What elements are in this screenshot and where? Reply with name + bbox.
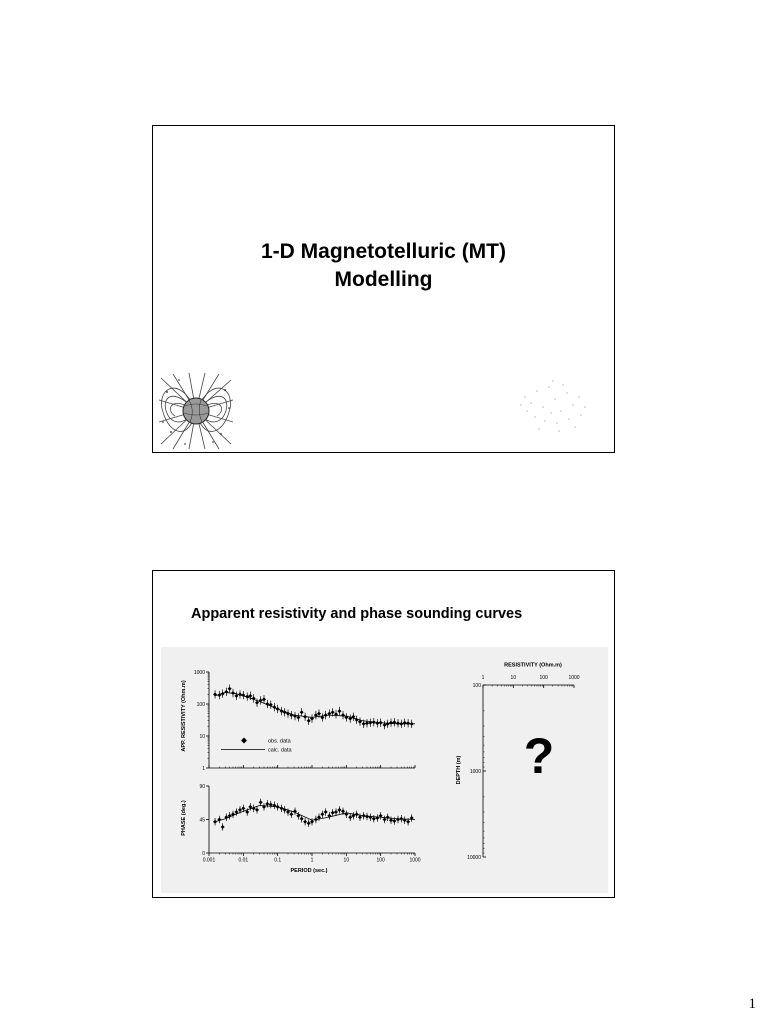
phase-obs-point <box>303 820 307 824</box>
legend-calc-label: calc. data <box>268 747 292 754</box>
phase-obs-point <box>238 808 242 812</box>
phase-obs-point <box>320 812 324 816</box>
chart-legend <box>221 738 292 754</box>
resistivity-obs-point <box>410 722 414 726</box>
resistivity-obs-point <box>362 722 366 726</box>
resistivity-obs-point <box>337 709 341 713</box>
phase-obs-point <box>241 806 245 810</box>
resistivity-calc-curve <box>215 692 415 723</box>
phase-obs-point <box>300 817 304 821</box>
resistivity-y-tick-label: 100 <box>196 701 205 708</box>
phase-obs-point <box>386 815 390 819</box>
phase-obs-point <box>289 812 293 816</box>
model-y-tick-label: 1000 <box>469 768 481 775</box>
resistivity-obs-point <box>231 691 235 695</box>
model-x-tick-label: 10 <box>510 675 517 681</box>
resistivity-obs-point <box>238 692 242 696</box>
phase-obs-point <box>389 818 393 822</box>
resistivity-obs-point <box>224 690 228 694</box>
period-x-tick-label: 1 <box>310 857 314 864</box>
phase-obs-point <box>265 802 269 806</box>
resistivity-obs-point <box>303 715 307 719</box>
resistivity-depth-model-chart <box>456 663 580 861</box>
legend-obs-label: obs. data <box>268 738 291 745</box>
phase-axis-label: PHASE (deg.) <box>181 800 187 836</box>
phase-obs-point <box>259 800 263 804</box>
magnetic-field-globe-image <box>159 372 233 450</box>
phase-obs-point <box>406 820 410 824</box>
phase-obs-point <box>307 821 311 825</box>
resistivity-obs-point <box>276 707 280 711</box>
phase-obs-point <box>337 808 341 812</box>
resistivity-axis-label: APP. RESISTIVITY (Ohm.m) <box>181 680 187 752</box>
phase-obs-point <box>255 808 259 812</box>
resistivity-y-tick-label: 10 <box>199 733 205 740</box>
resistivity-obs-point <box>300 710 304 714</box>
sounding-curves-slide <box>152 570 615 898</box>
period-axis-label: PERIOD (sec.) <box>290 868 328 874</box>
period-x-tick-label: 0.1 <box>274 857 282 864</box>
phase-obs-point <box>331 811 335 815</box>
page-number: 1 <box>748 996 756 1012</box>
model-resistivity-axis-label: RESISTIVITY (Ohm.m) <box>504 662 562 669</box>
phase-obs-point <box>399 817 403 821</box>
phase-obs-point <box>314 818 318 822</box>
phase-obs-point <box>221 825 225 829</box>
phase-obs-point <box>362 814 366 818</box>
sounding-figure <box>161 647 608 893</box>
apparent-resistivity-chart <box>181 670 415 772</box>
phase-obs-point <box>334 810 338 814</box>
phase-obs-point <box>372 817 376 821</box>
resistivity-obs-point <box>307 719 311 723</box>
phase-chart <box>181 784 421 874</box>
period-x-tick-label: 0.01 <box>238 857 249 864</box>
phase-obs-point <box>341 809 345 813</box>
resistivity-obs-point <box>406 721 410 725</box>
phase-y-tick-label: 45 <box>199 817 205 824</box>
resistivity-obs-point <box>269 703 273 707</box>
resistivity-obs-point <box>379 721 383 725</box>
title-slide <box>152 125 615 453</box>
resistivity-obs-point <box>372 720 376 724</box>
phase-obs-point <box>355 812 359 816</box>
figure-panel <box>161 647 608 893</box>
phase-y-tick-label: 0 <box>202 850 205 857</box>
resistivity-obs-point <box>228 687 232 691</box>
period-x-tick-label: 10 <box>343 857 350 864</box>
period-x-tick-label: 1000 <box>409 857 421 864</box>
phase-obs-point <box>392 819 396 823</box>
model-x-tick-label: 1000 <box>568 675 580 681</box>
resistivity-obs-point <box>399 722 403 726</box>
phase-obs-point <box>368 815 372 819</box>
period-x-tick-label: 100 <box>376 857 385 864</box>
faint-speckle-graphic <box>515 377 590 437</box>
resistivity-obs-point <box>331 710 335 714</box>
phase-obs-point <box>276 805 280 809</box>
resistivity-obs-point <box>389 721 393 725</box>
slide-title: Apparent resistivity and phase sounding curves <box>191 606 523 622</box>
period-x-tick-label: 0.001 <box>202 857 216 864</box>
resistivity-obs-point <box>324 713 328 717</box>
model-y-tick-label: 100 <box>472 682 481 689</box>
legend-obs-marker <box>241 738 247 744</box>
resistivity-obs-point <box>248 694 252 698</box>
phase-obs-point <box>213 820 217 824</box>
resistivity-obs-point <box>259 698 263 702</box>
phase-obs-point <box>396 818 400 822</box>
resistivity-y-tick-label: 1 <box>202 765 205 772</box>
model-depth-axis-label: DEPTH (m) <box>456 755 462 785</box>
phase-y-tick-label: 90 <box>199 783 205 790</box>
phase-obs-point <box>365 815 369 819</box>
model-y-tick-label: 10000 <box>467 854 481 861</box>
resistivity-obs-point <box>262 697 266 701</box>
slide-title-line-2: Modelling <box>334 268 433 291</box>
phase-obs-point <box>324 810 328 814</box>
question-mark: ? <box>523 728 555 784</box>
resistivity-obs-point <box>341 713 345 717</box>
resistivity-y-tick-label: 1000 <box>193 669 205 676</box>
resistivity-obs-point <box>396 721 400 725</box>
model-x-tick-label: 1 <box>481 675 485 681</box>
resistivity-obs-point <box>365 721 369 725</box>
slide-title-line-1: 1-D Magnetotelluric (MT) <box>261 240 506 263</box>
model-x-tick-label: 100 <box>539 675 548 681</box>
